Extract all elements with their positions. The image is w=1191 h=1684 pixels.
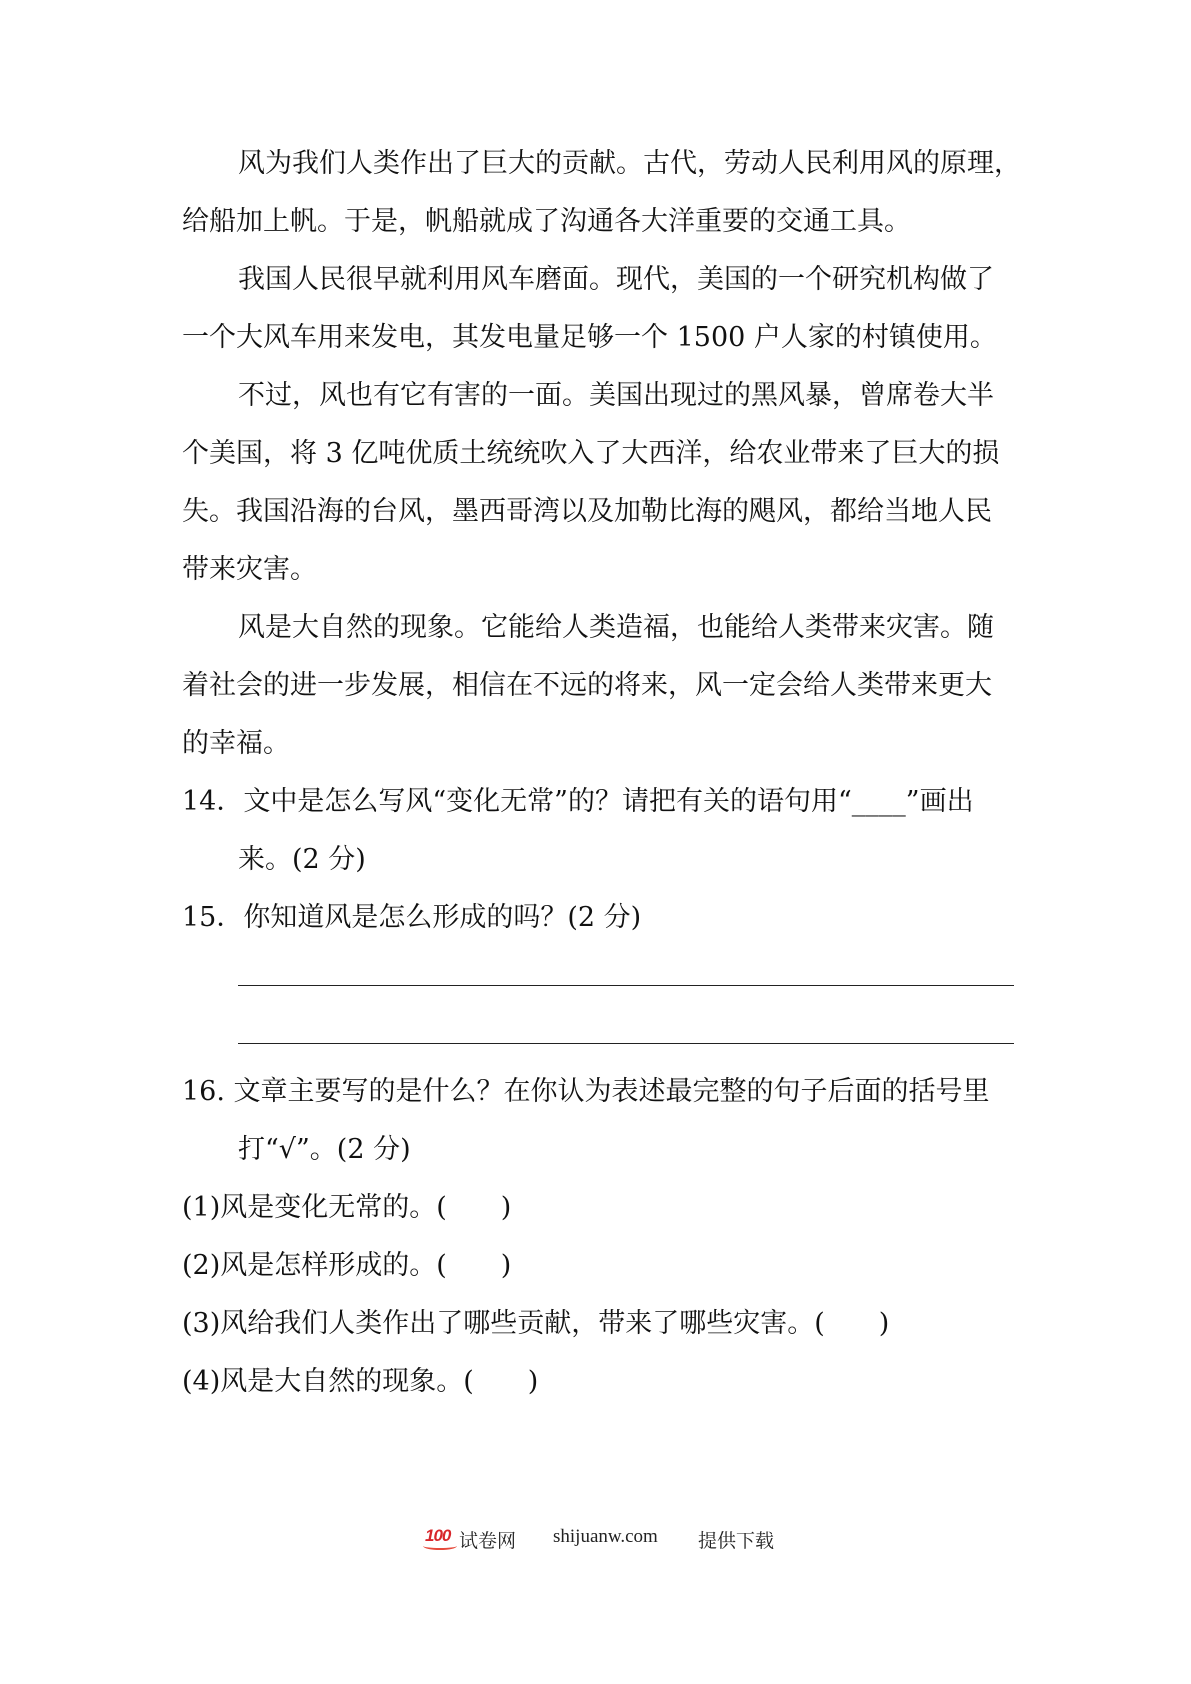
option-4[interactable]: (4)风是大自然的现象。( ): [182, 1366, 539, 1397]
question-16-text: 16. 文章主要写的是什么？在你认为表述最完整的句子后面的括号里: [182, 1076, 990, 1107]
download-note: 提供下载: [698, 1531, 775, 1552]
passage-line: 给船加上帆。于是，帆船就成了沟通各大洋重要的交通工具。: [182, 206, 911, 237]
question-14-text: 14．文中是怎么写风“变化无常”的？请把有关的语句用“____”画出: [182, 786, 974, 817]
question-14-text: 来。(2 分): [238, 844, 366, 875]
logo-swoosh-icon: [423, 1542, 457, 1550]
option-1[interactable]: (1)风是变化无常的。( ): [182, 1192, 512, 1223]
option-2[interactable]: (2)风是怎样形成的。( ): [182, 1250, 512, 1281]
passage-line: 个美国，将 3 亿吨优质土统统吹入了大西洋，给农业带来了巨大的损: [182, 438, 1000, 469]
passage-line: 风为我们人类作出了巨大的贡献。古代，劳动人民利用风的原理，: [238, 148, 1021, 179]
passage-line: 着社会的进一步发展，相信在不远的将来，风一定会给人类带来更大: [182, 670, 992, 701]
site-name: 试卷网: [459, 1531, 517, 1552]
site-url[interactable]: shijuanw.com: [553, 1526, 658, 1547]
passage-line: 我国人民很早就利用风车磨面。现代，美国的一个研究机构做了: [238, 264, 994, 295]
passage-line: 一个大风车用来发电，其发电量足够一个 1500 户人家的村镇使用。: [182, 322, 997, 353]
passage-line: 失。我国沿海的台风，墨西哥湾以及加勒比海的飓风，都给当地人民: [182, 496, 992, 527]
answer-line-2[interactable]: [238, 1043, 1014, 1044]
site-logo: 100: [425, 1526, 451, 1545]
passage-line: 带来灾害。: [182, 554, 317, 585]
footer: [0, 1524, 1191, 1554]
option-3[interactable]: (3)风给我们人类作出了哪些贡献，带来了哪些灾害。( ): [182, 1308, 890, 1339]
answer-line-1[interactable]: [238, 985, 1014, 986]
question-16-text: 打“√”。(2 分): [238, 1134, 411, 1165]
passage-line: 不过，风也有它有害的一面。美国出现过的黑风暴，曾席卷大半: [238, 380, 994, 411]
question-15-text: 15．你知道风是怎么形成的吗？(2 分): [182, 902, 642, 933]
passage-line: 的幸福。: [182, 728, 290, 759]
passage-line: 风是大自然的现象。它能给人类造福，也能给人类带来灾害。随: [238, 612, 994, 643]
